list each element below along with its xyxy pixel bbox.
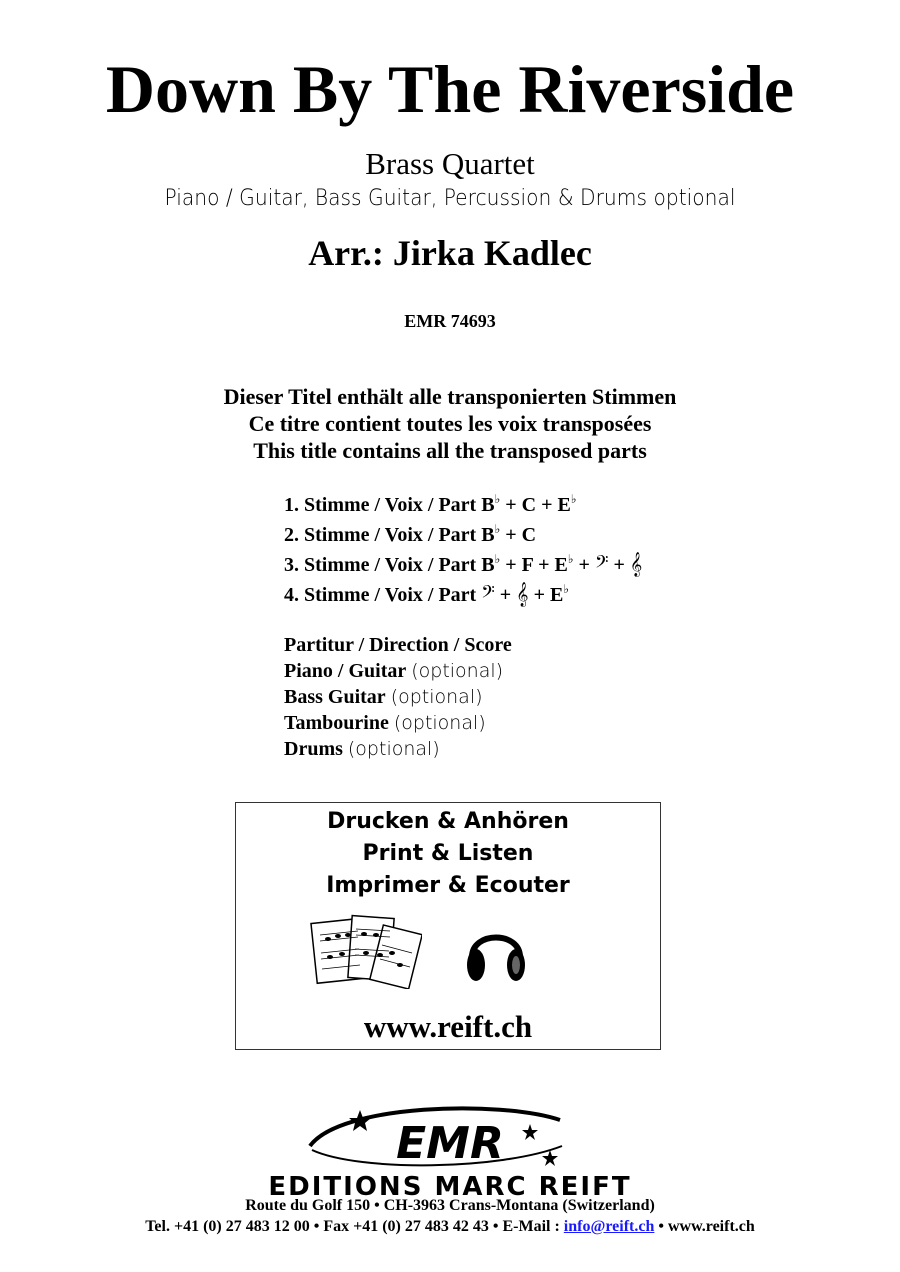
part-1: 1. Stimme / Voix / Part B♭ + C + E♭ — [284, 492, 577, 516]
notice-line-en: This title contains all the transposed parts — [253, 438, 647, 463]
print-listen-promo-box — [235, 802, 661, 1050]
score-title: Down By The Riverside — [105, 51, 795, 127]
transposed-parts-notice — [0, 383, 900, 464]
bass-clef-icon: 𝄢 — [481, 582, 495, 606]
promo-line-de: Drucken & Anhören — [327, 809, 569, 834]
publisher-address: Route du Golf 150 • CH-3963 Crans-Montana (Switzerland) — [245, 1197, 655, 1214]
part-4: 4. Stimme / Voix / Part 𝄢 + 𝄞 + E♭ — [284, 582, 569, 606]
treble-clef-icon: 𝄞 — [629, 552, 643, 576]
part-2: 2. Stimme / Voix / Part B♭ + C — [284, 522, 537, 546]
headphones-icon — [464, 917, 528, 989]
arranger-credit: Arr.: Jirka Kadlec — [308, 233, 592, 273]
email-link[interactable]: info@reift.ch — [563, 1218, 655, 1235]
part-3: 3. Stimme / Voix / Part B♭ + F + E♭ + 𝄢 + 𝄞 — [284, 552, 643, 576]
flat-sign: ♭ — [494, 492, 501, 506]
flat-sign: ♭ — [494, 552, 501, 566]
extra-bass-guitar: Bass Guitar (optional) — [284, 686, 483, 708]
extra-tambourine: Tambourine (optional) — [284, 712, 486, 734]
website-url[interactable]: www.reift.ch — [363, 1009, 533, 1044]
bass-clef-icon: 𝄢 — [594, 552, 609, 576]
parts-list — [284, 484, 642, 604]
instrumentation-line: Piano / Guitar, Bass Guitar, Percussion & Drums optional — [164, 186, 736, 211]
notice-line-fr: Ce titre contient toutes les voix transposées — [248, 411, 652, 436]
extra-drums: Drums (optional) — [284, 738, 440, 760]
publisher-contact: Tel. +41 (0) 27 483 12 00 • Fax +41 (0) 27 483 42 43 • E-Mail : info@reift.ch • www.reift.ch — [145, 1218, 755, 1235]
additional-parts-list — [284, 632, 512, 762]
treble-clef-icon: 𝄞 — [516, 582, 529, 606]
extra-score: Partitur / Direction / Score — [284, 634, 512, 656]
notice-line-de: Dieser Titel enthält alle transponierten Stimmen — [223, 384, 677, 409]
flat-sign: ♭ — [567, 552, 574, 566]
publisher-name: EDITIONS MARC REIFT — [268, 1172, 632, 1202]
sheet-music-icon — [310, 911, 422, 989]
flat-sign: ♭ — [563, 582, 569, 596]
emr-logo — [300, 1106, 600, 1176]
promo-line-fr: Imprimer & Ecouter — [326, 873, 570, 898]
emr-logo-text: EMR — [396, 1118, 504, 1169]
extra-piano-guitar: Piano / Guitar (optional) — [284, 660, 504, 682]
promo-line-en: Print & Listen — [362, 841, 534, 866]
flat-sign: ♭ — [570, 492, 577, 506]
catalog-number: EMR 74693 — [404, 311, 496, 331]
ensemble-subtitle: Brass Quartet — [365, 146, 535, 181]
flat-sign: ♭ — [494, 522, 501, 536]
